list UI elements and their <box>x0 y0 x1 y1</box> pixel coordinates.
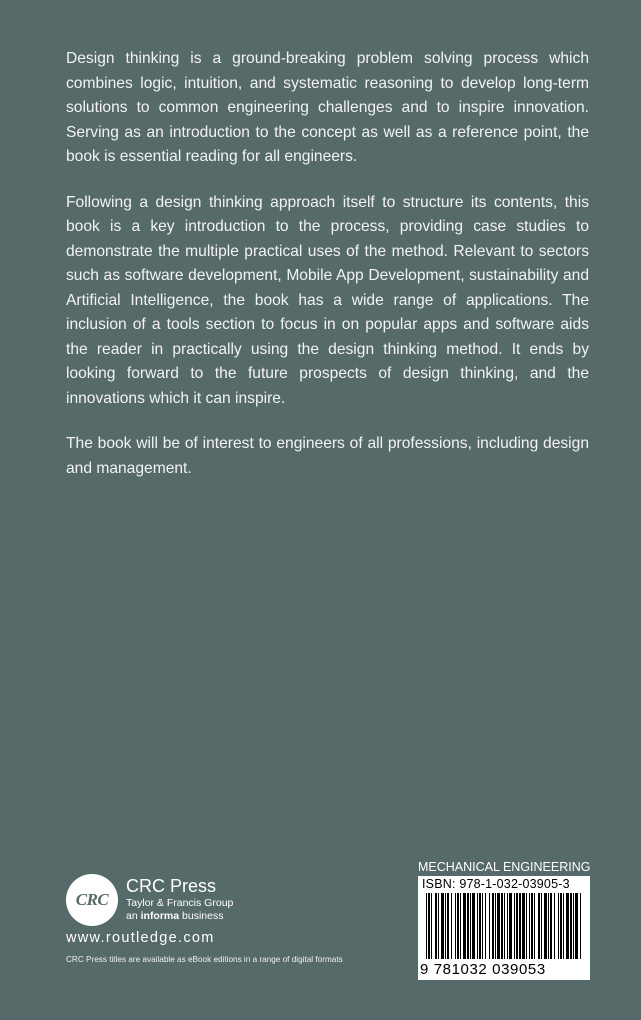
barcode-bar <box>570 893 572 959</box>
barcode-bar <box>455 893 456 959</box>
barcode-bar <box>580 893 581 959</box>
barcode-bar <box>441 893 444 959</box>
barcode-bar <box>438 893 439 959</box>
barcode-bar <box>573 893 574 959</box>
barcode-bar <box>563 893 564 959</box>
informa-prefix: an <box>126 910 141 922</box>
barcode-bar <box>516 893 518 959</box>
barcode-bar <box>534 893 535 959</box>
blurb-paragraph-1: Design thinking is a ground-breaking problem solving process which combines logic, intuition, and systematic reasoning to develop long-term solutions to common engineering challenges and to inspire innovation. Serving as an introduction to the concept as well as a reference point, the book is essential reading for all engineers. <box>66 50 589 165</box>
barcode-bar <box>544 893 547 959</box>
barcode-bar <box>554 893 555 959</box>
barcode-bar <box>489 893 490 959</box>
barcode-bar <box>509 893 512 959</box>
barcode-bar <box>435 893 437 959</box>
barcode-bar <box>463 893 466 959</box>
barcode-bar <box>550 893 552 959</box>
barcode-bar <box>541 893 542 959</box>
barcode-bar <box>492 893 494 959</box>
isbn-label: ISBN: 978-1-032-03905-3 <box>422 877 570 891</box>
barcode-bar <box>548 893 549 959</box>
barcode-bar <box>526 893 527 959</box>
isbn-barcode <box>418 876 590 980</box>
barcode-bars-icon <box>426 893 584 959</box>
barcode-bar <box>447 893 449 959</box>
barcode-bar <box>457 893 459 959</box>
barcode-bar <box>470 893 471 959</box>
barcode-bar <box>558 893 559 959</box>
barcode-bar <box>560 893 562 959</box>
barcode-bar <box>495 893 496 959</box>
crc-logo-text: CRC <box>75 890 109 909</box>
barcode-bar <box>477 893 478 959</box>
barcode-bar <box>426 893 427 959</box>
publisher-group: Taylor & Francis Group <box>126 897 234 909</box>
informa-brand: informa <box>140 910 180 922</box>
ebook-note: CRC Press titles are available as eBook editions in a range of digital formats <box>66 955 343 964</box>
barcode-bar <box>531 893 533 959</box>
barcode-bar <box>460 893 461 959</box>
crc-logo-icon <box>66 874 118 926</box>
barcode-bar <box>566 893 569 959</box>
barcode-bar <box>479 893 481 959</box>
publisher-name: CRC Press <box>126 876 217 896</box>
barcode-bar <box>522 893 525 959</box>
barcode-bar <box>538 893 540 959</box>
publisher-block <box>66 868 386 964</box>
publisher-website: www.routledge.com <box>66 930 215 946</box>
blurb-paragraph-2: Following a design thinking approach itself to structure its contents, this book is a key introduction to the process, providing case studies to demonstrate the multiple practical uses of the method. Relevant to sectors such as software development, Mobile App Development, sustainability and Artificial Intelligence, the book has a wide range of applications. The inclusion of a tools section to focus in on popular apps and software aids the reader in practically using the design thinking method. It ends by looking forward to the future prospects of design thinking, and the innovations which it can inspire. <box>66 193 589 407</box>
barcode-bar <box>482 893 483 959</box>
publisher-logo <box>66 868 386 930</box>
barcode-bar <box>497 893 500 959</box>
barcode-bar <box>514 893 515 959</box>
subject-category: MECHANICAL ENGINEERING <box>418 860 591 874</box>
barcode-bar <box>467 893 469 959</box>
back-cover-blurb <box>66 47 589 502</box>
barcode-block <box>418 860 590 980</box>
barcode-digits: 9 781032 039053 <box>420 961 546 978</box>
barcode-bar <box>445 893 446 959</box>
barcode-bar <box>501 893 503 959</box>
informa-line <box>126 910 233 923</box>
barcode-bar <box>519 893 521 959</box>
barcode-bar <box>485 893 486 959</box>
barcode-bar <box>472 893 475 959</box>
informa-suffix: business <box>179 910 224 922</box>
barcode-bar <box>431 893 432 959</box>
publisher-name-block <box>126 876 233 923</box>
barcode-bar <box>507 893 508 959</box>
blurb-paragraph-3: The book will be of interest to engineers of all professions, including design and management. <box>66 435 589 477</box>
barcode-bar <box>504 893 505 959</box>
barcode-bar <box>575 893 578 959</box>
barcode-bar <box>428 893 430 959</box>
barcode-bar <box>529 893 530 959</box>
barcode-bar <box>451 893 452 959</box>
